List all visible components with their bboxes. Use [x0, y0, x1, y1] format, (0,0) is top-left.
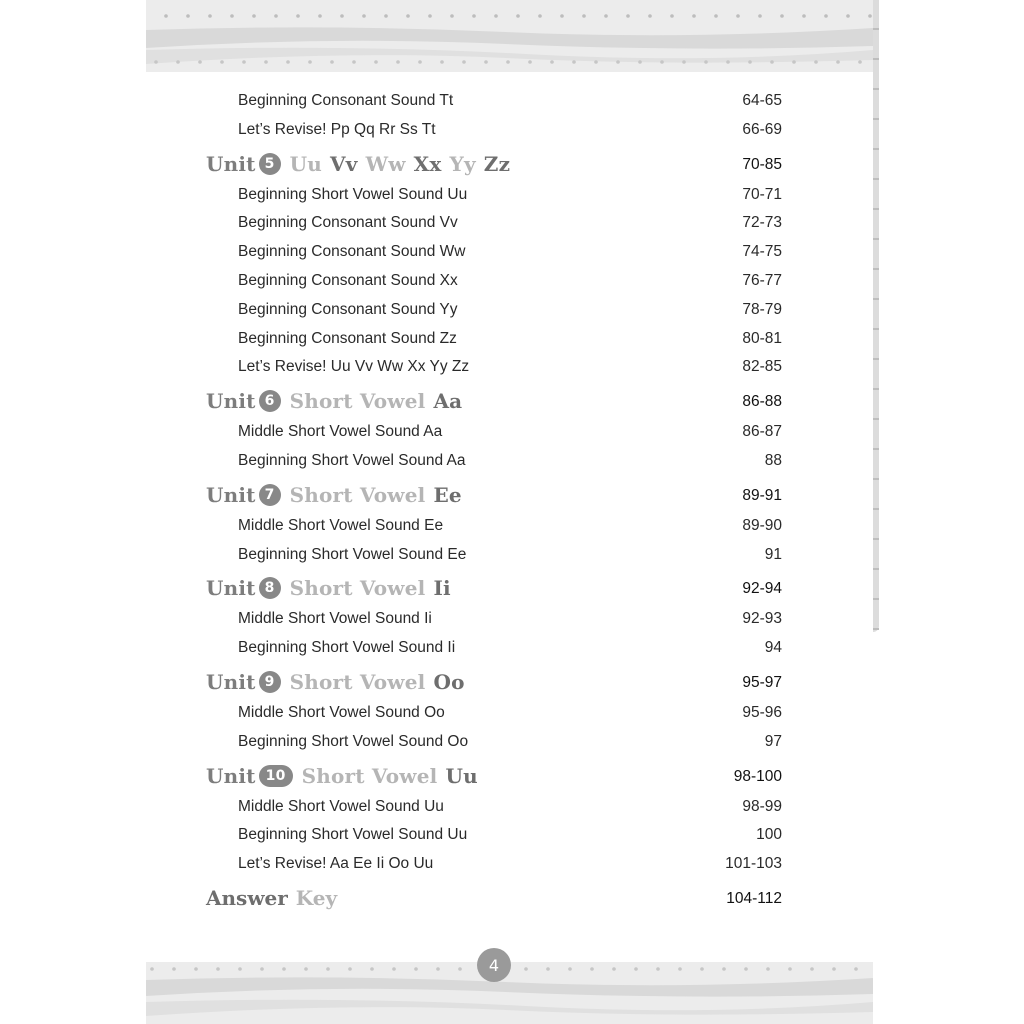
unit-title-part: Short Vowel — [289, 576, 426, 601]
unit-word: Unit — [206, 763, 256, 788]
toc-item-label: Beginning Consonant Sound Zz — [238, 329, 457, 347]
toc-item-pages: 70-71 — [742, 185, 782, 203]
toc-item-label: Beginning Short Vowel Sound Ee — [238, 545, 467, 563]
toc-item-label: Let’s Revise! Uu Vv Ww Xx Yy Zz — [238, 358, 470, 376]
toc-item-label: Beginning Short Vowel Sound Oo — [238, 732, 469, 750]
unit-number-badge: 10 — [259, 765, 293, 787]
unit-title-part: Xx — [413, 151, 442, 176]
unit-heading — [206, 152, 510, 176]
toc-item-pages: 86-87 — [742, 423, 782, 441]
unit-title-part: Short Vowel — [289, 670, 426, 694]
unit-number-badge: 7 — [259, 484, 281, 506]
unit-number-badge: 6 — [259, 390, 281, 412]
unit-number-badge: 8 — [259, 577, 281, 599]
toc-item-label: Beginning Consonant Sound Tt — [238, 92, 454, 109]
answer-key-word: Answer — [206, 886, 288, 910]
toc-item-pages: 100 — [756, 826, 782, 844]
unit-title-part: Ii — [433, 576, 451, 601]
toc-item-pages: 92-93 — [742, 610, 782, 628]
unit-title-part: Yy — [449, 151, 476, 176]
unit-title-part: Ee — [433, 482, 462, 507]
unit-title-part: Short Vowel — [301, 763, 438, 788]
unit-word: Unit — [206, 576, 256, 601]
unit-word: Unit — [206, 482, 256, 507]
toc-item-pages: 89-90 — [742, 516, 782, 534]
unit-title-part: Oo — [433, 670, 465, 694]
toc-item-label: Beginning Short Vowel Sound Uu — [238, 826, 468, 844]
toc-item-pages: 98-99 — [742, 797, 782, 815]
unit-pages: 92-94 — [742, 580, 782, 598]
unit-heading — [206, 764, 478, 788]
toc-item-pages: 101-103 — [725, 855, 782, 873]
unit-title-part: Short Vowel — [289, 389, 426, 414]
unit-title-part: Aa — [433, 389, 463, 414]
toc-item-label: Beginning Short Vowel Sound Uu — [238, 185, 468, 203]
unit-pages: 89-91 — [742, 486, 782, 504]
unit-number-badge: 9 — [259, 671, 281, 693]
unit-title-part: Zz — [483, 151, 511, 176]
toc-item-label: Middle Short Vowel Sound Aa — [238, 423, 443, 441]
toc-item-label: Let’s Revise! Aa Ee Ii Oo Uu — [238, 855, 434, 873]
unit-pages: 98-100 — [733, 767, 782, 785]
answer-key-word: Key — [295, 886, 338, 910]
toc-item-pages: 95-96 — [742, 704, 782, 721]
toc-item-label: Middle Short Vowel Sound Uu — [238, 797, 444, 815]
toc-item-label: Beginning Consonant Sound Ww — [238, 243, 466, 261]
unit-heading — [206, 670, 465, 694]
toc-item-pages: 91 — [764, 545, 782, 563]
toc-item-label: Beginning Consonant Sound Vv — [238, 214, 458, 232]
unit-word: Unit — [206, 670, 256, 694]
unit-title-part: Uu — [445, 763, 478, 788]
toc-item-pages: 76-77 — [742, 272, 782, 289]
toc-item-label: Beginning Consonant Sound Yy — [238, 300, 458, 318]
unit-heading — [206, 483, 462, 507]
page-number: 4 — [488, 955, 500, 975]
unit-number-badge: 5 — [259, 153, 281, 175]
toc-item-pages: 88 — [764, 452, 782, 469]
toc-item-pages: 72-73 — [742, 214, 782, 232]
unit-pages: 70-85 — [742, 155, 782, 173]
toc-item-label: Middle Short Vowel Sound Ee — [238, 516, 444, 534]
toc-item-label: Middle Short Vowel Sound Oo — [238, 704, 445, 721]
toc-item-pages: 80-81 — [742, 329, 782, 347]
unit-title-part: Uu — [289, 151, 323, 176]
toc-item-label: Let’s Revise! Pp Qq Rr Ss Tt — [238, 120, 436, 138]
unit-title-part: Ww — [365, 151, 406, 176]
answer-key-pages: 104-112 — [726, 890, 782, 907]
toc-item-label: Middle Short Vowel Sound Ii — [238, 610, 432, 628]
toc-item-pages: 74-75 — [742, 243, 782, 261]
toc-item-pages: 66-69 — [742, 120, 782, 138]
unit-title-part: Short Vowel — [289, 482, 426, 507]
toc-item-label: Beginning Short Vowel Sound Ii — [238, 639, 456, 657]
unit-title-part: Vv — [330, 151, 358, 176]
unit-pages: 95-97 — [742, 674, 782, 691]
toc-item-label: Beginning Short Vowel Sound Aa — [238, 452, 466, 469]
unit-heading — [206, 576, 451, 600]
toc-item-label: Beginning Consonant Sound Xx — [238, 272, 458, 289]
unit-pages: 86-88 — [742, 393, 782, 411]
answer-key-heading — [206, 886, 337, 910]
toc-item-pages: 82-85 — [742, 358, 782, 376]
unit-word: Unit — [206, 389, 256, 414]
toc-item-pages: 78-79 — [742, 300, 782, 318]
unit-word: Unit — [206, 151, 256, 176]
toc-item-pages: 94 — [764, 639, 782, 657]
unit-heading — [206, 389, 462, 413]
toc-item-pages: 64-65 — [742, 92, 782, 109]
toc-item-pages: 97 — [764, 732, 782, 750]
